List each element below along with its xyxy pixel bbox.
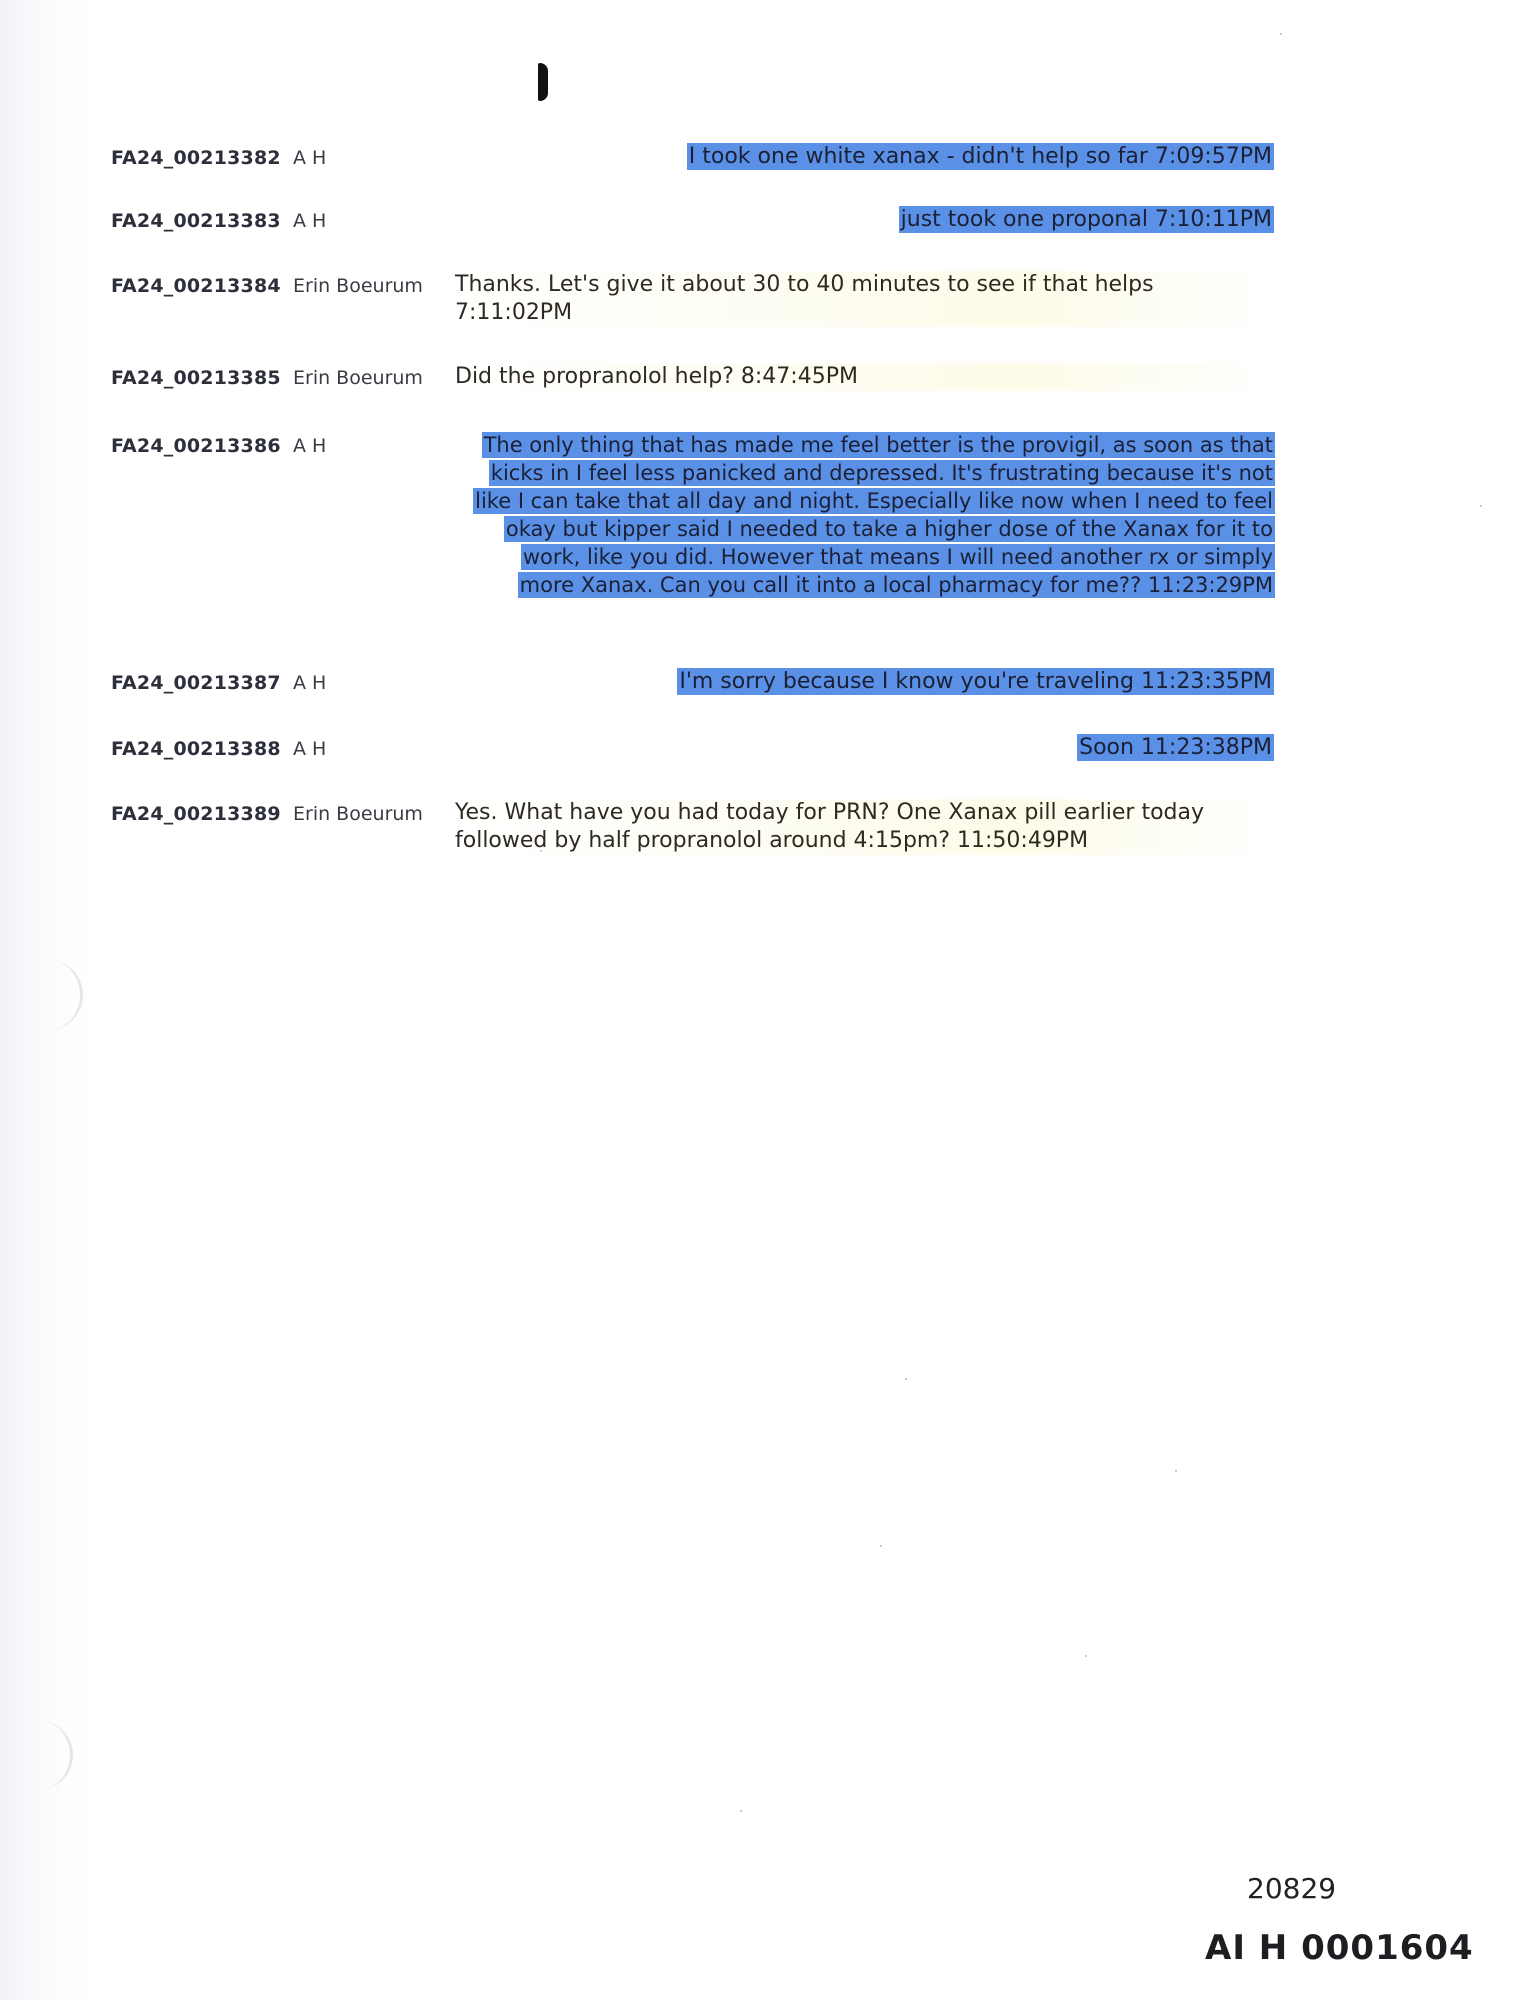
- scan-speck: [1280, 33, 1282, 35]
- message-sender: Erin Boeurum: [293, 275, 423, 297]
- highlighted-text: I'm sorry because I know you're traveling 11:23:35PM: [679, 669, 1272, 694]
- message-text: [687, 143, 1274, 171]
- message-id: FA24_00213384: [111, 275, 281, 297]
- message-sender: A H: [293, 435, 327, 457]
- message-sender: Erin Boeurum: [293, 803, 423, 825]
- message-sender: A H: [293, 147, 327, 169]
- scan-mark: [538, 63, 548, 101]
- message-text: Thanks. Let's give it about 30 to 40 minutes to see if that helps 7:11:02PM: [455, 271, 1275, 327]
- message-id: FA24_00213386: [111, 435, 281, 457]
- message-id: FA24_00213387: [111, 672, 281, 694]
- punch-hole-mark: [30, 1720, 73, 1790]
- message-id: FA24_00213383: [111, 210, 281, 232]
- message-text: [899, 206, 1274, 234]
- message-id: FA24_00213385: [111, 367, 281, 389]
- scan-speck: [880, 1545, 882, 1547]
- message-sender: A H: [293, 210, 327, 232]
- bates-number: AI H 0001604: [1205, 1928, 1474, 1968]
- message-text: [677, 668, 1274, 696]
- message-sender: A H: [293, 672, 327, 694]
- scan-speck: [1175, 1470, 1177, 1472]
- message-text: Did the propranolol help? 8:47:45PM: [455, 363, 1275, 391]
- scan-speck: [1085, 1655, 1087, 1657]
- message-text: [463, 431, 1275, 599]
- highlighted-text: just took one proponal 7:10:11PM: [900, 207, 1272, 232]
- highlighted-text: I took one white xanax - didn't help so far 7:09:57PM: [688, 144, 1272, 169]
- message-id: FA24_00213389: [111, 803, 281, 825]
- message-id: FA24_00213388: [111, 738, 281, 760]
- message-sender: A H: [293, 738, 327, 760]
- message-id: FA24_00213382: [111, 147, 281, 169]
- scan-speck: [1480, 505, 1482, 507]
- highlighted-text: Soon 11:23:38PM: [1079, 735, 1272, 760]
- message-text: [1077, 734, 1274, 762]
- punch-hole-mark: [40, 960, 83, 1030]
- scan-speck: [905, 1378, 907, 1380]
- highlighted-text: The only thing that has made me feel better is the provigil, as soon as that kicks in I feel less panicked and depressed. It's frustrating because it's not like I can take that all day and night. Especially like now when I need to feel okay but kipper said I needed to take a higher dose of the Xanax for it to work, like you did. However that means I will need another rx or simply more Xanax. Can you call it into a local pharmacy for me?? 11:23:29PM: [475, 433, 1273, 597]
- message-sender: Erin Boeurum: [293, 367, 423, 389]
- message-text: Yes. What have you had today for PRN? One Xanax pill earlier today followed by half propranolol around 4:15pm? 11:50:49PM: [455, 799, 1275, 855]
- page-number: 20829: [1247, 1872, 1337, 1905]
- scan-speck: [740, 1810, 742, 1812]
